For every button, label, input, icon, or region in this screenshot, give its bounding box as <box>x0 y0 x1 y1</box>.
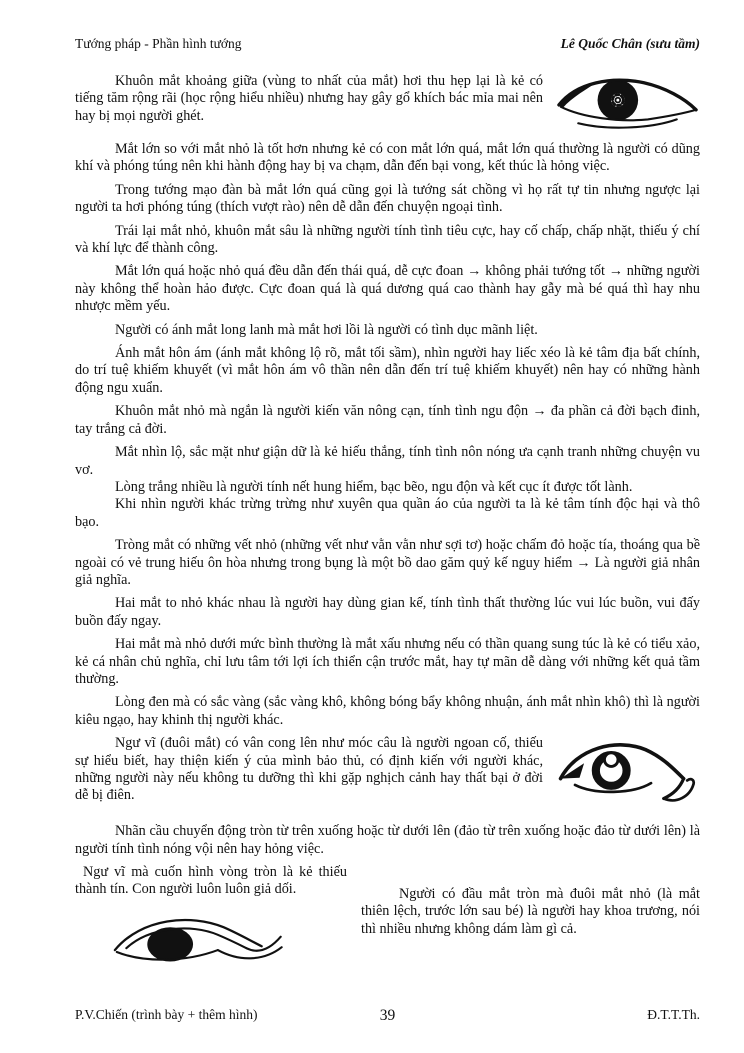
paragraph: Mắt lớn quá hoặc nhỏ quá đều dẫn đến thái quá, dễ cực đoan → không phải tướng tốt → những người này không thể hoàn hảo được. Cực đoan quá là quá dương quá cao thành hay gẫy mà bé quá thì hay nhu nhược mềm yếu. <box>75 263 700 315</box>
paragraph-with-figure <box>75 73 700 135</box>
paragraph: Trái lại mắt nhỏ, khuôn mắt sâu là những người tính tình tiêu cực, hay cố chấp, chấp nhặt, thiếu ý chí và khí lực để thành công. <box>75 222 700 257</box>
paragraph: Tròng mắt có những vết nhỏ (những vết như vằn vằn như sợi tơ) hoặc chấm đỏ hoặc tía, thoáng qua bề ngoài có vẻ trung hiếu ôn hòa nhưng trong bụng là một bồ dao găm quỷ kế nguy hiểm → Là người giả nhân giả nghĩa. <box>75 537 700 588</box>
paragraph: Khuôn mắt khoảng giữa (vùng to nhất của mắt) hơi thu hẹp lại là kẻ có tiếng tăm rộng rãi (học rộng hiểu nhiều) nhưng hay gây gổ khích bác mỉa mai nên hay bị mọi người ghét. <box>75 73 543 124</box>
paragraph: Mắt nhìn lộ, sắc mặt như giận dữ là kẻ hiếu thắng, tính tình nôn nóng ưa cạnh tranh những chuyện vu vơ. <box>75 444 700 478</box>
paragraph: Hai mắt to nhỏ khác nhau là người hay dùng gian kế, tính tình thất thường lúc vui lúc buồn, vui đấy buồn đấy ngay. <box>75 595 700 629</box>
paragraph: Khi nhìn người khác trừng trừng như xuyên qua quần áo của người ta là kẻ tâm tính độc hại và thô bạo. <box>75 496 700 530</box>
paragraph: Khuôn mắt nhỏ mà ngắn là người kiến văn nông cạn, tính tình ngu độn → đa phần cả đời bạch đinh, tay trắng cả đời. <box>75 403 700 437</box>
page-footer <box>75 1007 700 1023</box>
paragraph: Người có ánh mắt long lanh mà mắt hơi lồi là người có tình dục mãnh liệt. <box>115 321 538 338</box>
footer-credit-right: Đ.T.T.Th. <box>647 1007 700 1022</box>
paragraph: Ánh mắt hôn ám (ánh mắt không lộ rõ, mắt tối sầm), nhìn người hay liếc xéo là kẻ tâm địa bất chính, do trí tuệ khiếm khuyết (vì mắt hôn ám vô thần nên dẫn đến trí tuệ khiếm khuyết) nên hay có những hành động ngu xuẩn. <box>75 345 700 396</box>
left-column <box>75 864 347 977</box>
paragraph: Lòng trắng nhiều là người tính nết hung hiểm, bạc bẽo, ngu độn và kết cục ít được tốt lành. <box>115 478 633 495</box>
paragraph: Trong tướng mạo đàn bà mắt lớn quá cũng gọi là tướng sát chồng vì họ rất tự tin nhưng ngược lại người ta hơi phóng túng (thích vượt rào) nên dễ dẫn đến chuyện ngoại tình. <box>75 181 700 216</box>
paragraph: Mắt lớn so với mắt nhỏ là tốt hơn nhưng kẻ có con mắt lớn quá, mắt lớn quá thường là người có dũng khí và phóng túng nên khi hành động hay bị va chạm, dẫn đến bại vong, kết thúc là hỏng việc. <box>75 141 700 175</box>
eye-illustration-top-right-icon <box>555 75 700 131</box>
two-column-section <box>75 864 700 977</box>
body-text <box>75 73 700 977</box>
paragraph: Hai mắt mà nhỏ dưới mức bình thường là mắt xấu nhưng nếu có thần quang sung túc là kẻ có tiểu xảo, kẻ cá nhân chủ nghĩa, chỉ lưu tâm tới lợi ích thiển cận trước mắt, hay tự mãn dễ dàng với những kết quả tầm thường. <box>75 636 700 687</box>
header-author: Lê Quốc Chân (sưu tầm) <box>560 36 700 51</box>
figure-wrapper <box>103 911 347 977</box>
page-number: 39 <box>379 1007 396 1024</box>
paragraph: Nhãn cầu chuyển động tròn từ trên xuống hoặc từ dưới lên (đảo từ trên xuống hoặc đảo từ dưới lên) là người tính tình nóng vội nên hay hỏng việc. <box>75 823 700 857</box>
eye-illustration-hook-tail-icon <box>555 737 700 813</box>
paragraph: Người có đầu mắt tròn mà đuôi mắt nhỏ (là mắt thiên lệch, trước lớn sau bé) là người hay khoa trương, nói thì nhiều nhưng không dám làm gì cả. <box>361 886 700 937</box>
paragraph: Ngư vĩ (đuôi mắt) có vân cong lên như móc câu là người ngoan cố, thiếu sự hiểu biết, hay thiện kiến ý của mình bảo thủ, có định kiến với người khác, những người này nếu không tu dưỡng thì khi gặp nghịch cảnh hay thất bại ở đời dễ bị điên. <box>75 735 543 804</box>
right-column <box>361 864 700 977</box>
page-header <box>75 36 700 52</box>
footer-credit-left: P.V.Chiến (trình bày + thêm hình) <box>75 1007 258 1022</box>
eye-illustration-wavy-tail-icon <box>103 911 285 972</box>
paragraph: Ngư vĩ mà cuốn hình vòng tròn là kẻ thiếu thành tín. Con người luôn luôn giả dối. <box>75 864 347 898</box>
paragraph-with-figure <box>75 735 700 817</box>
header-title: Tướng pháp - Phần hình tướng <box>75 36 242 51</box>
paragraph: Lòng đen mà có sắc vàng (sắc vàng khô, không bóng bẩy không nhuận, ánh mắt nhìn khô) thì là người kiêu ngạo, hay khinh thị người khác. <box>75 694 700 728</box>
